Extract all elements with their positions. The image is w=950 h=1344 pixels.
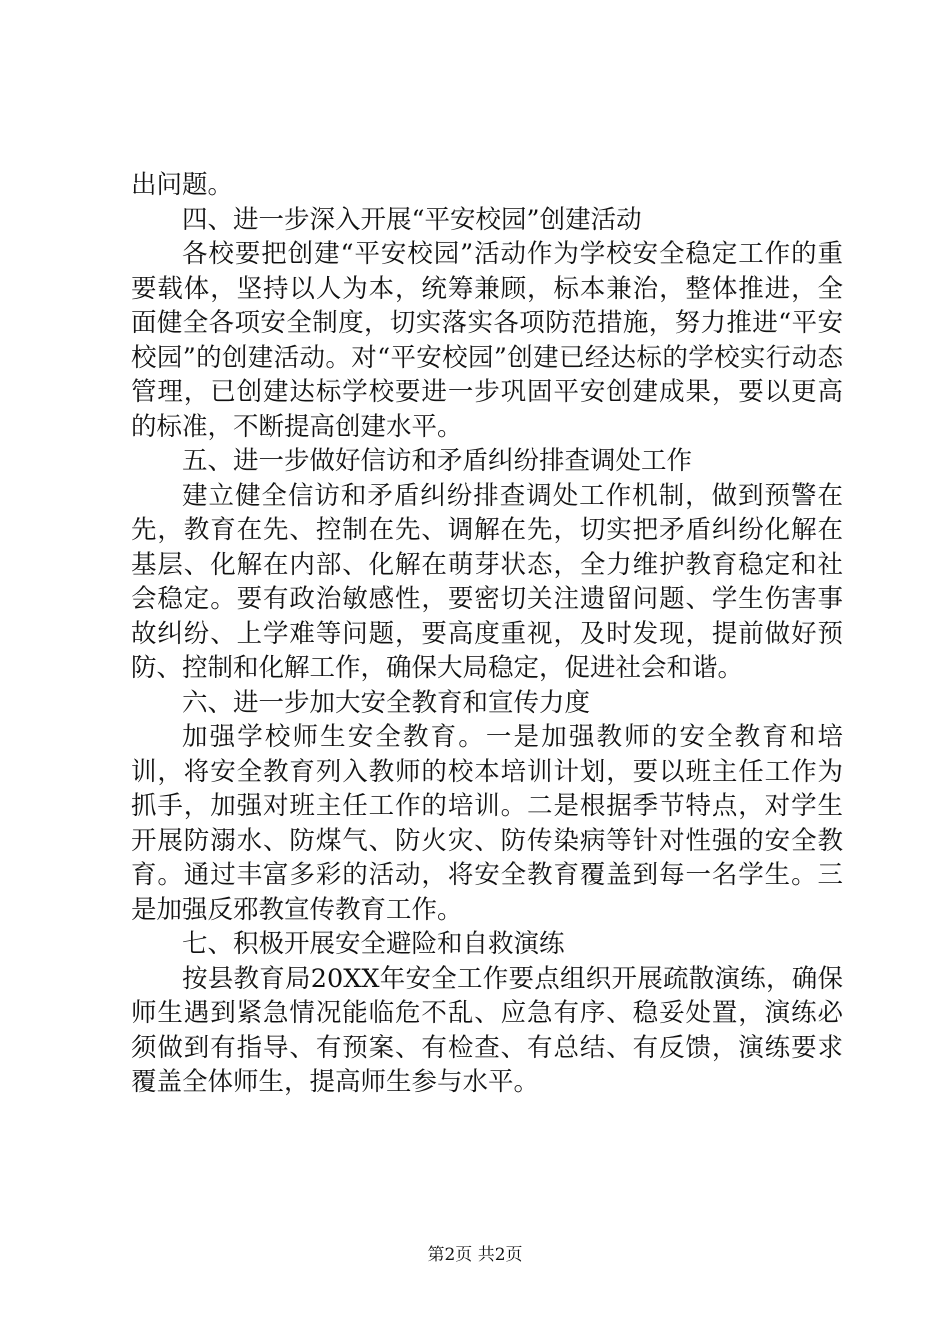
- page-number-label: 第2页 共2页: [427, 1245, 523, 1265]
- section-heading-4: 四、进一步深入开展“平安校园”创建活动: [182, 204, 642, 235]
- paragraph-section-4: 各校要把创建“平安校园”活动作为学校安全稳定工作的重要载体，坚持以人为本，统筹兼顾，标本兼治，整体推进，全面健全各项安全制度，切实落实各项防范措施，努力推进“平安校园”的创建活动。对“平安校园”创建已经达标的学校实行动态管理，已创建达标学校要进一步巩固平安创建成果，要以更高的标准，不断提高创建水平。: [131, 239, 843, 442]
- page-footer: [0, 1244, 950, 1266]
- section-heading-5: 五、进一步做好信访和矛盾纠纷排查调处工作: [182, 446, 693, 476]
- section-heading-7: 七、积极开展安全避险和自救演练: [182, 929, 565, 959]
- paragraph-section-5: 建立健全信访和矛盾纠纷排查调处工作机制，做到预警在先，教育在先、控制在先、调解在先，切实把矛盾纠纷化解在基层、化解在内部、化解在萌芽状态，全力维护教育稳定和社会稳定。要有政治敏感性，要密切关注遗留问题、学生伤害事故纠纷、上学难等问题，要高度重视，及时发现，提前做好预防、控制和化解工作，确保大局稳定，促进社会和谐。: [131, 480, 843, 683]
- document-body: [131, 168, 843, 1100]
- paragraph-section-7: 按县教育局20XX年安全工作要点组织开展疏散演练，确保师生遇到紧急情况能临危不乱、应急有序、稳妥处置，演练必须做到有指导、有预案、有检查、有总结、有反馈，演练要求覆盖全体师生，提高师生参与水平。: [131, 963, 843, 1097]
- paragraph-continuation: 出问题。: [131, 170, 234, 200]
- section-heading-6: 六、进一步加大安全教育和宣传力度: [182, 687, 591, 718]
- paragraph-section-6: 加强学校师生安全教育。一是加强教师的安全教育和培训，将安全教育列入教师的校本培训计划，要以班主任工作为抓手，加强对班主任工作的培训。二是根据季节特点，对学生开展防溺水、防煤气、防火灾、防传染病等针对性强的安全教育。通过丰富多彩的活动，将安全教育覆盖到每一名学生。三是加强反邪教宣传教育工作。: [131, 722, 843, 925]
